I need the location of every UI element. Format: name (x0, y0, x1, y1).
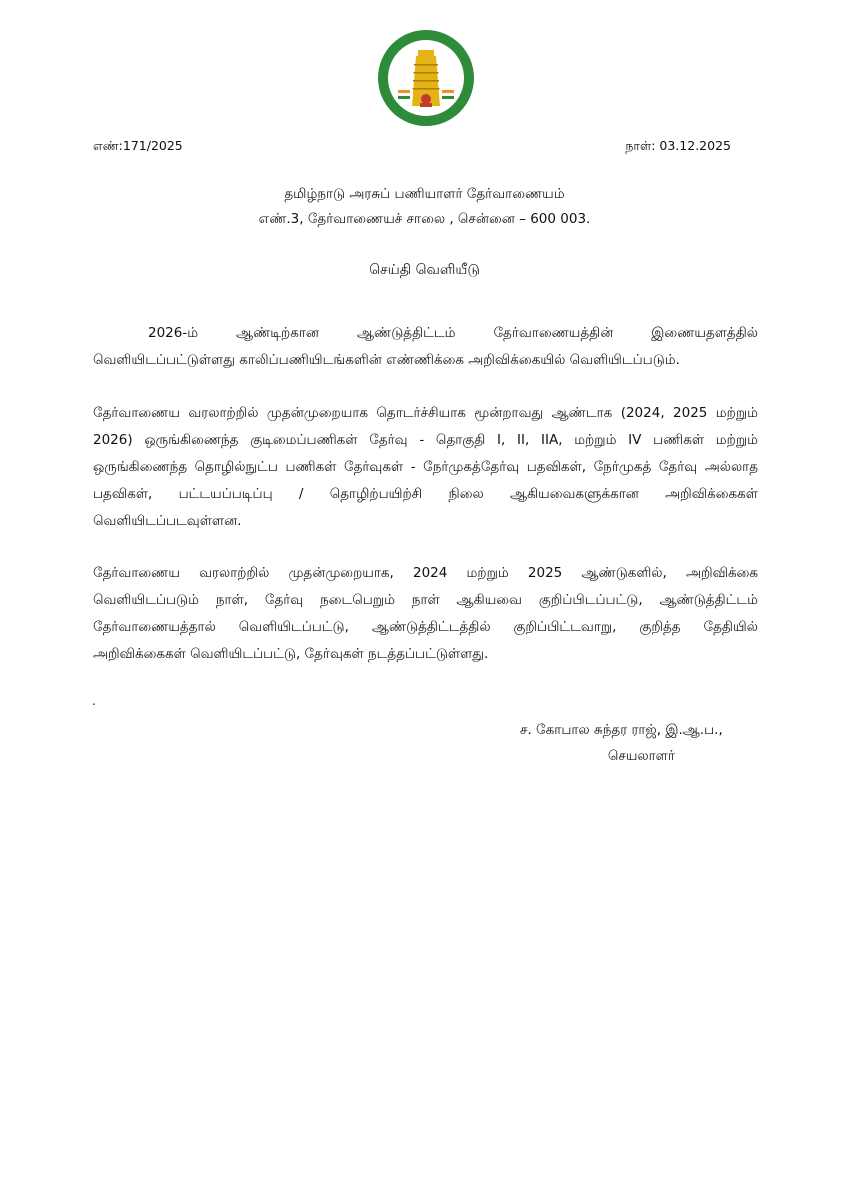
paragraph-3: தேர்வாணைய வரலாற்றில் முதன்முறையாக, 2024 மற்றும் 2025 ஆண்டுகளில், அறிவிக்கை வெளியிடப்படும் நாள், தேர்வு நடைபெறும் நாள் ஆகியவை குறிப்பிடப்பட்டு, ஆண்டுத்திட்டம் தேர்வாணையத்தால் வெளியிடப்பட்டு, ஆண்டுத்திட்டத்தில் குறிப்பிட்டவாறு, குறித்த தேதியில் அறிவிக்கைகள் வெளியிடப்பட்டு, தேர்வுகள் நடத்தப்பட்டுள்ளது. (93, 565, 758, 662)
press-release-title: செய்தி வெளியீடு (369, 262, 480, 278)
org-name: தமிழ்நாடு அரசுப் பணியாளர் தேர்வாணையம் (284, 186, 565, 202)
signatory-name: ச. கோபால சுந்தர ராஜ், இ.ஆ.ப., (520, 722, 723, 738)
tnpsc-emblem-icon (376, 28, 476, 128)
signatory-designation: செயலாளர் (607, 748, 675, 764)
reference-number: எண்:171/2025 (93, 138, 183, 153)
paragraph-1: 2026-ம் ஆண்டிற்கான ஆண்டுத்திட்டம் தேர்வாணையத்தின் இணையதளத்தில் வெளியிடப்பட்டுள்ளது காலிப்பணியிடங்களின் எண்ணிக்கை அறிவிக்கையில் வெளியிடப்படும். (93, 325, 758, 368)
signature-block (520, 717, 723, 769)
paragraph-2: தேர்வாணைய வரலாற்றில் முதன்முறையாக தொடர்ச்சியாக மூன்றாவது ஆண்டாக (2024, 2025 மற்றும் 2026) ஒருங்கிணைந்த குடிமைப்பணிகள் தேர்வு - தொகுதி I, II, IIA, மற்றும் IV பணிகள் மற்றும் ஒருங்கிணைந்த தொழில்நுட்ப பணிகள் தேர்வுகள் - நேர்முகத்தேர்வு பதவிகள், நேர்முகத் தேர்வு அல்லாத பதவிகள், பட்டயப்படிப்பு / தொழிற்பயிற்சி நிலை ஆகியவைகளுக்கான அறிவிக்கைகள் வெளியிடப்படவுள்ளன. (93, 405, 758, 529)
stray-mark: . (92, 694, 96, 708)
org-address: எண்.3, தேர்வாணையச் சாலை , சென்னை – 600 003. (258, 211, 591, 227)
reference-date: நாள்: 03.12.2025 (625, 138, 731, 153)
